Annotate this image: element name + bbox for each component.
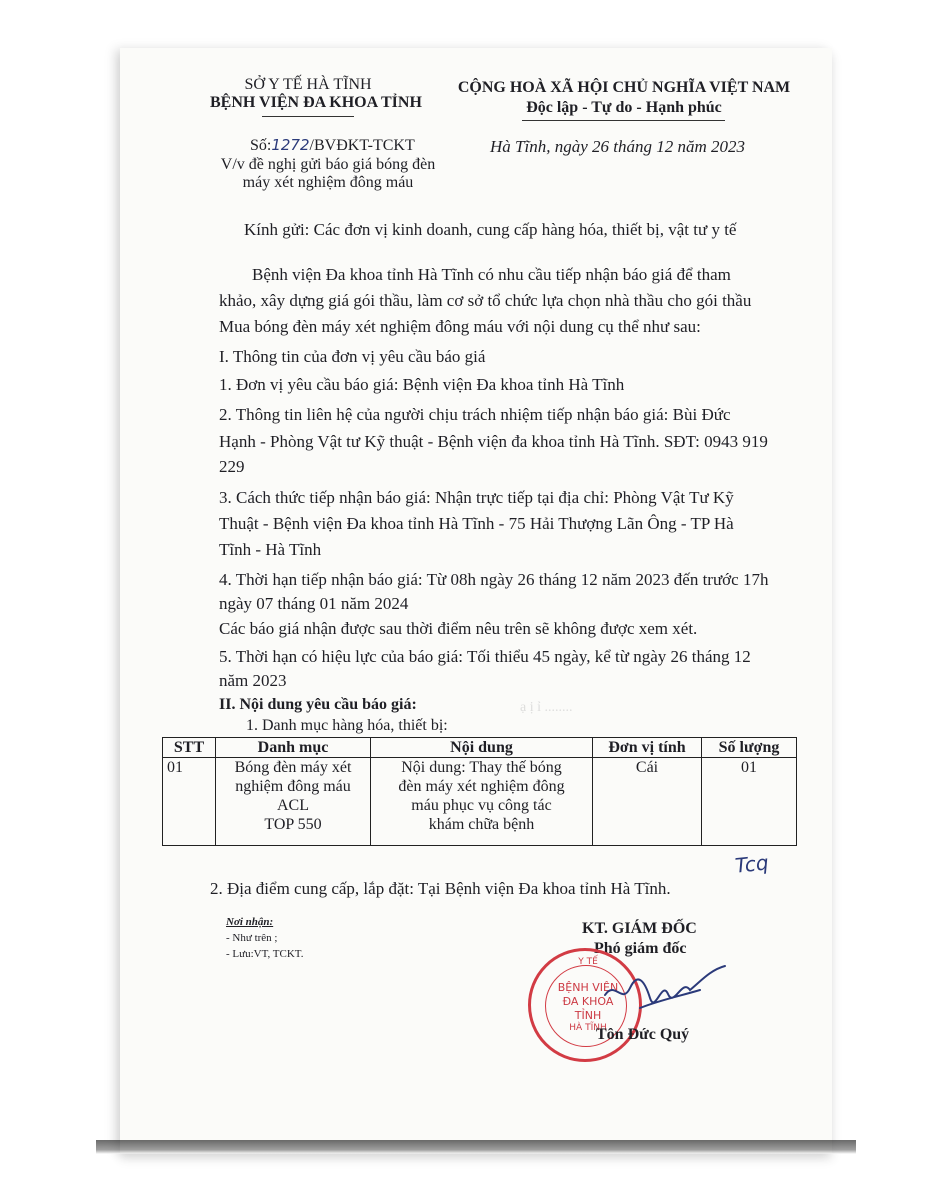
- item-5-line-2: năm 2023: [219, 671, 287, 690]
- item-3-line-3: Tĩnh - Hà Tĩnh: [219, 540, 322, 559]
- number-suffix: /BVĐKT-TCKT: [309, 137, 415, 154]
- table-header-row: [163, 738, 797, 758]
- place-date: Hà Tĩnh, ngày 26 tháng 12 năm 2023: [490, 137, 745, 156]
- header-dept: SỞ Y TẾ HÀ TĨNH: [244, 76, 372, 93]
- stamp-line: TỈNH: [574, 1009, 602, 1022]
- danh-muc-line: nghiệm đông máu ACL: [235, 778, 351, 814]
- recipient-1: - Như trên ;: [226, 932, 278, 944]
- note: Các báo giá nhận được sau thời điểm nêu trên sẽ không được xem xét.: [219, 619, 698, 638]
- cell-noi-dung: [371, 758, 593, 846]
- cell-stt: 01: [163, 758, 216, 846]
- number-prefix: Số:: [250, 137, 272, 154]
- item-5-line-1: 5. Thời hạn có hiệu lực của báo giá: Tối thiểu 45 ngày, kể từ ngày 26 tháng 12: [219, 647, 751, 666]
- header-republic: CỘNG HOÀ XÃ HỘI CHỦ NGHĨA VIỆT NAM: [457, 79, 791, 96]
- greeting: Kính gửi: Các đơn vị kinh doanh, cung cấp hàng hóa, thiết bị, vật tư y tế: [244, 220, 737, 239]
- stamp-line: BỆNH VIỆN: [557, 981, 619, 994]
- handwritten-initials: Tcq: [733, 850, 770, 878]
- stamp-line: ĐA KHOA: [562, 995, 614, 1008]
- scan-shadow: [96, 1140, 856, 1154]
- item-4-line-2: ngày 07 tháng 01 năm 2024: [219, 594, 409, 613]
- section-1-title: I. Thông tin của đơn vị yêu cầu báo giá: [219, 347, 486, 366]
- header-motto: Độc lập - Tự do - Hạnh phúc: [526, 99, 722, 116]
- stamp-ring-text: Y TẾ: [578, 957, 598, 967]
- sign-role: Phó giám đốc: [594, 940, 687, 957]
- section-2-title: II. Nội dung yêu cầu báo giá:: [219, 696, 417, 713]
- noi-dung-line: Nội dung: Thay thế bóng: [401, 759, 562, 776]
- subject-line-1: V/v đề nghị gửi báo giá bóng đèn: [220, 156, 436, 173]
- bleed-through: ạ ị ỉ ........: [520, 700, 573, 715]
- table-row: [163, 758, 797, 846]
- item-3-line-1: 3. Cách thức tiếp nhận báo giá: Nhận trực tiếp tại địa chỉ: Phòng Vật Tư Kỹ: [219, 488, 734, 507]
- col-so-luong: Số lượng: [702, 738, 797, 758]
- goods-table: [162, 737, 797, 846]
- intro-line-1: Bệnh viện Đa khoa tỉnh Hà Tĩnh có nhu cầu tiếp nhận báo giá để tham: [252, 265, 731, 284]
- cell-so-luong: 01: [702, 758, 797, 846]
- danh-muc-line: TOP 550: [264, 816, 322, 833]
- sub-item-1: 1. Danh mục hàng hóa, thiết bị:: [246, 717, 448, 734]
- header-right-rule: [522, 120, 725, 121]
- document-number: [250, 136, 415, 155]
- item-2-line-2: Hạnh - Phòng Vật tư Kỹ thuật - Bệnh viện đa khoa tỉnh Hà Tĩnh. SĐT: 0943 919: [219, 432, 768, 451]
- intro-line-2: khảo, xây dựng giá gói thầu, làm cơ sở tổ chức lựa chọn nhà thầu cho gói thầu: [219, 291, 752, 310]
- item-1: 1. Đơn vị yêu cầu báo giá: Bệnh viện Đa khoa tỉnh Hà Tĩnh: [219, 375, 625, 394]
- danh-muc-line: Bóng đèn máy xét: [234, 759, 352, 776]
- stamp-line: HÀ TĨNH: [569, 1023, 607, 1033]
- intro-line-3: Mua bóng đèn máy xét nghiệm đông máu với nội dung cụ thể như sau:: [219, 317, 701, 336]
- cell-danh-muc: [216, 758, 371, 846]
- signer-name: Tôn Đức Quý: [596, 1026, 690, 1043]
- item-4-line-1: 4. Thời hạn tiếp nhận báo giá: Từ 08h ngày 26 tháng 12 năm 2023 đến trước 17h: [219, 570, 769, 589]
- sub-item-2: 2. Địa điểm cung cấp, lắp đặt: Tại Bệnh viện Đa khoa tỉnh Hà Tĩnh.: [210, 879, 671, 898]
- header-hospital: BỆNH VIỆN ĐA KHOA TỈNH: [210, 94, 422, 111]
- header-left-rule: [262, 116, 354, 117]
- sign-title: KT. GIÁM ĐỐC: [582, 920, 697, 937]
- col-noi-dung: Nội dung: [371, 738, 593, 758]
- recipients-title: Nơi nhận:: [226, 916, 274, 928]
- noi-dung-line: đèn máy xét nghiệm đông: [398, 778, 565, 795]
- item-3-line-2: Thuật - Bệnh viện Đa khoa tỉnh Hà Tĩnh - 75 Hải Thượng Lãn Ông - TP Hà: [219, 514, 734, 533]
- item-2-line-3: 229: [219, 457, 245, 476]
- item-2-line-1: 2. Thông tin liên hệ của người chịu trách nhiệm tiếp nhận báo giá: Bùi Đức: [219, 405, 731, 424]
- col-stt: STT: [163, 738, 216, 758]
- handwritten-number: 1272: [271, 136, 310, 154]
- noi-dung-line: máu phục vụ công tác: [411, 797, 552, 814]
- signature-scribble: [600, 960, 730, 1020]
- cell-don-vi: Cái: [593, 758, 702, 846]
- noi-dung-line: khám chữa bệnh: [428, 816, 535, 833]
- col-danh-muc: Danh mục: [216, 738, 371, 758]
- subject-line-2: máy xét nghiệm đông máu: [242, 174, 414, 191]
- col-don-vi: Đơn vị tính: [593, 738, 702, 758]
- recipient-2: - Lưu:VT, TCKT.: [226, 948, 304, 960]
